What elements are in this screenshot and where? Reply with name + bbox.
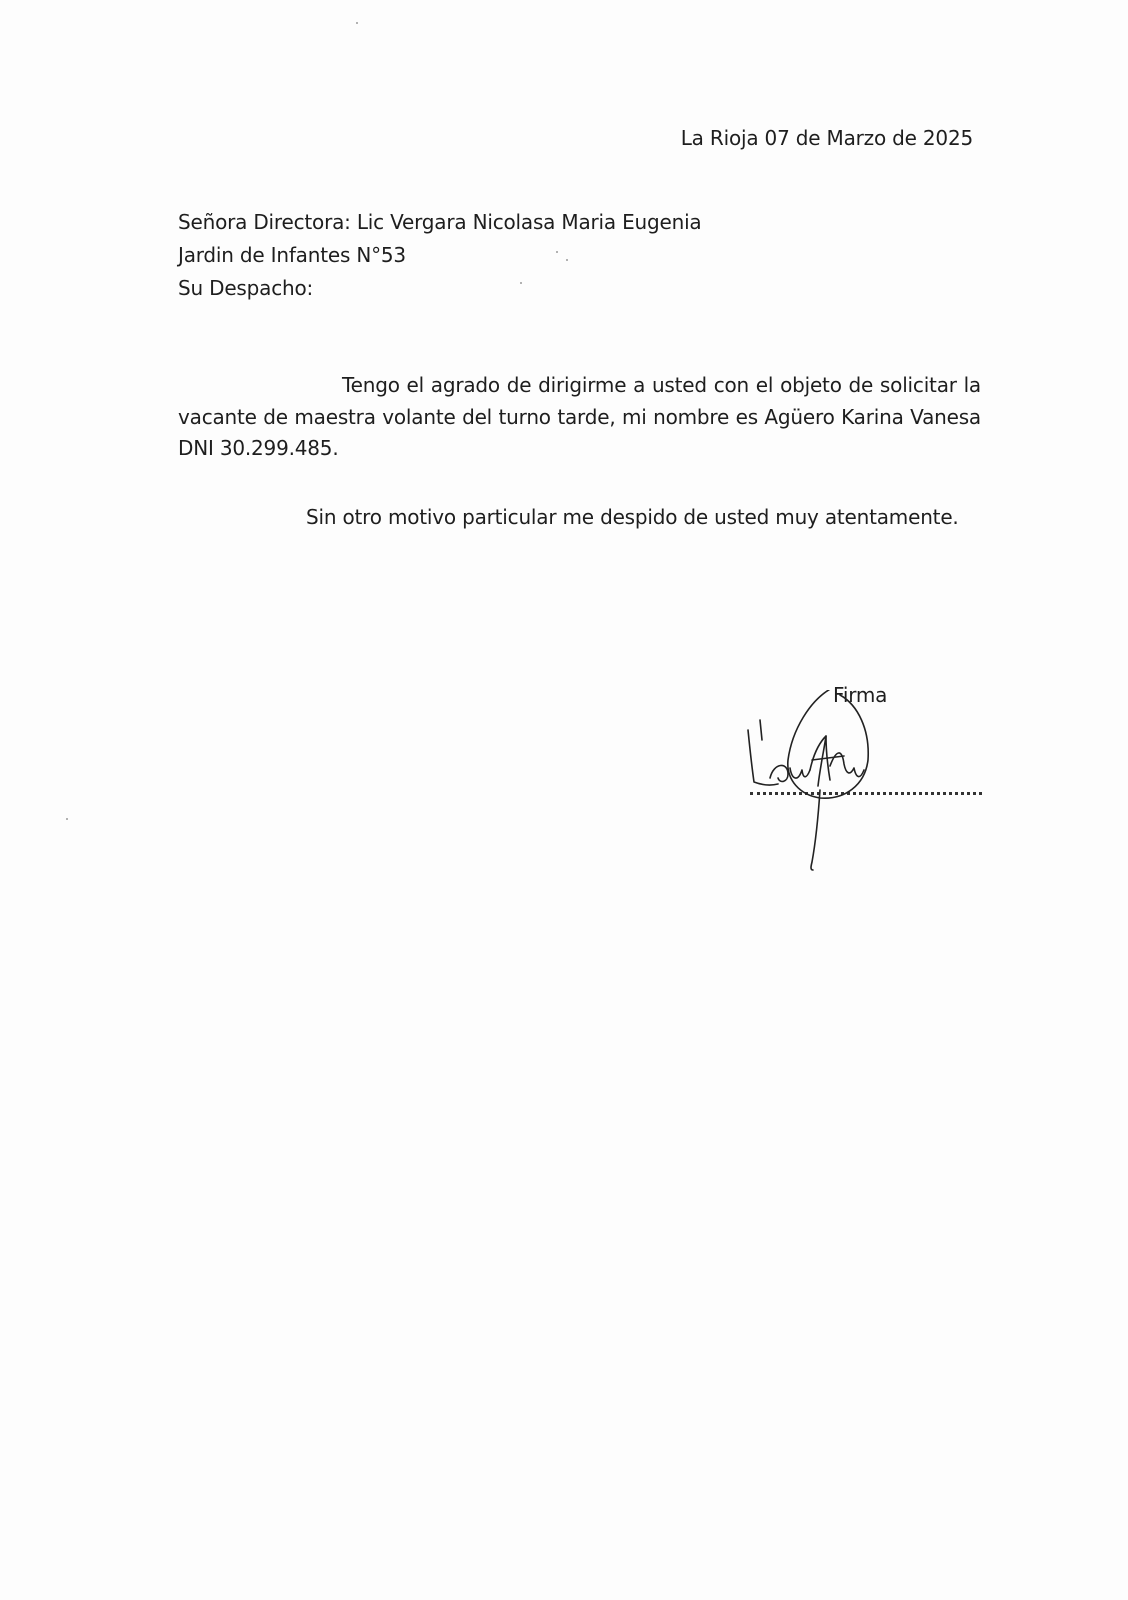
scan-speck	[66, 818, 68, 820]
signature-label: Firma	[833, 683, 888, 707]
recipient-name: Señora Directora: Lic Vergara Nicolasa Maria Eugenia	[178, 210, 702, 234]
letter-body: Tengo el agrado de dirigirme a usted con el objeto de solicitar la vacante de maestra volante del turno tarde, mi nombre es Agüero Karina Vanesa DNI 30.299.485.	[178, 373, 981, 460]
recipient-block	[178, 206, 702, 305]
scan-speck	[566, 259, 568, 261]
letter-closing: Sin otro motivo particular me despido de usted muy atentamente.	[306, 505, 959, 529]
recipient-office: Su Despacho:	[178, 276, 314, 300]
recipient-institution: Jardin de Infantes N°53	[178, 243, 406, 267]
scan-speck	[356, 22, 358, 24]
letter-date: La Rioja 07 de Marzo de 2025	[680, 126, 973, 150]
scan-speck	[520, 282, 522, 284]
scan-speck	[556, 251, 558, 253]
handwritten-signature	[740, 690, 900, 890]
